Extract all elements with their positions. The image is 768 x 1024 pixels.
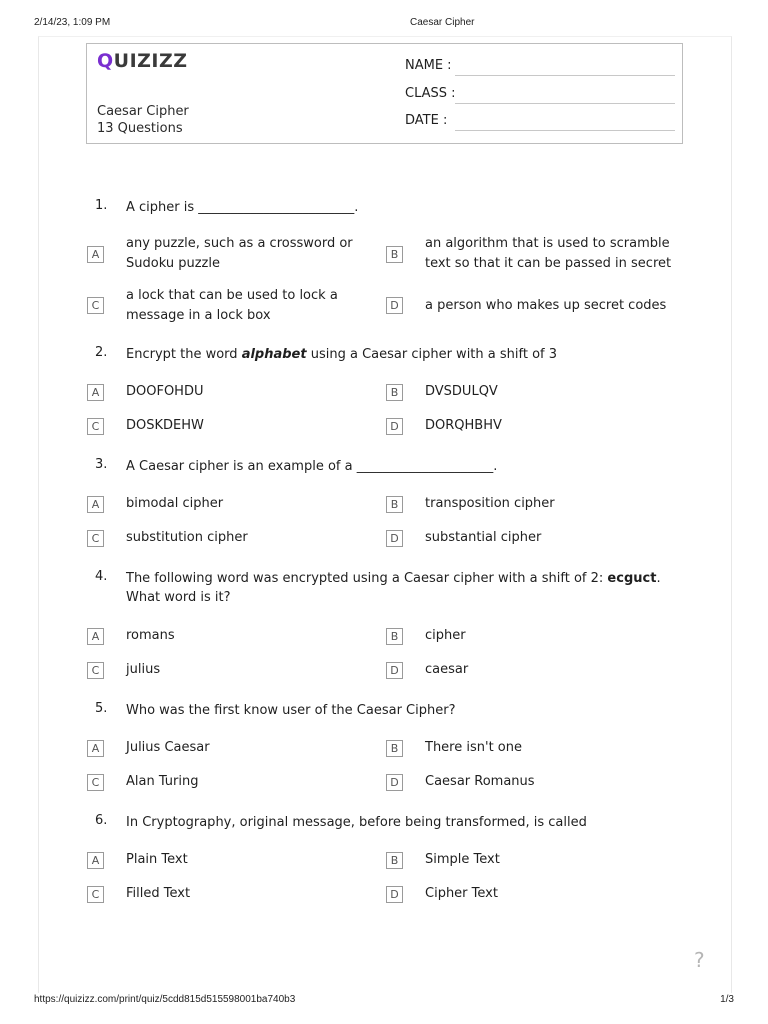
question-text: A cipher is ________________________. — [126, 200, 359, 215]
question-number: 5. — [95, 701, 108, 716]
option-letter: B — [386, 496, 403, 513]
option-text: any puzzle, such as a crossword or Sudoku puzzle — [126, 236, 353, 271]
option-letter: C — [87, 662, 104, 679]
option-text: bimodal cipher — [126, 496, 224, 511]
option-letter: D — [386, 418, 403, 435]
option-text: Filled Text — [126, 886, 191, 901]
question-count: 13 Questions — [97, 121, 183, 136]
question-text: In Cryptography, original message, before being transformed, is called — [126, 815, 587, 830]
option-letter: B — [386, 852, 403, 869]
class-label: CLASS : — [405, 86, 456, 101]
option-letter: C — [87, 530, 104, 547]
question-number: 1. — [95, 198, 108, 213]
option-text: There isn't one — [425, 740, 522, 755]
question-text: Who was the first know user of the Caesar Cipher? — [126, 703, 456, 718]
quizizz-logo: QUIZIZZ — [97, 50, 188, 72]
option-text: cipher — [425, 628, 466, 643]
option-letter: D — [386, 530, 403, 547]
option-letter: D — [386, 662, 403, 679]
option-letter: A — [87, 628, 104, 645]
option-text: substantial cipher — [425, 530, 542, 545]
option-letter: B — [386, 740, 403, 757]
print-url: https://quizizz.com/print/quiz/5cdd815d515598001ba740b3 — [34, 994, 296, 1005]
option-text: julius — [126, 662, 161, 677]
option-letter: D — [386, 774, 403, 791]
option-text: substitution cipher — [126, 530, 248, 545]
option-letter: A — [87, 740, 104, 757]
option-letter: A — [87, 384, 104, 401]
name-line — [455, 75, 675, 76]
question-number: 2. — [95, 345, 108, 360]
option-letter: B — [386, 246, 403, 263]
date-label: DATE : — [405, 113, 448, 128]
option-text: caesar — [425, 662, 469, 677]
date-field — [405, 113, 675, 133]
question-number: 6. — [95, 813, 108, 828]
option-text: DORQHBHV — [425, 418, 502, 433]
option-text: Plain Text — [126, 852, 188, 867]
option-text: DOSKDEHW — [126, 418, 204, 433]
print-date: 2/14/23, 1:09 PM — [34, 17, 111, 28]
option-letter: A — [87, 852, 104, 869]
option-letter: C — [87, 886, 104, 903]
help-icon[interactable]: ? — [694, 948, 705, 972]
name-field — [405, 58, 675, 78]
option-letter: B — [386, 384, 403, 401]
question-text: Encrypt the word alphabet using a Caesar cipher with a shift of 3 — [126, 347, 558, 362]
option-letter: D — [386, 297, 403, 314]
question-number: 4. — [95, 569, 108, 584]
option-letter: A — [87, 246, 104, 263]
option-text: Cipher Text — [425, 886, 498, 901]
option-letter: C — [87, 774, 104, 791]
name-label: NAME : — [405, 58, 452, 73]
option-letter: C — [87, 418, 104, 435]
emphasized-word: alphabet — [241, 347, 307, 362]
worksheet-header — [86, 43, 683, 144]
option-text: Caesar Romanus — [425, 774, 535, 789]
option-text: DOOFOHDU — [126, 384, 204, 399]
option-letter: A — [87, 496, 104, 513]
option-letter: D — [386, 886, 403, 903]
option-text: an algorithm that is used to scramble text so that it can be passed in secret — [425, 236, 672, 271]
question-number: 3. — [95, 457, 108, 472]
option-text: Alan Turing — [126, 774, 199, 789]
print-title: Caesar Cipher — [410, 17, 475, 28]
option-text: transposition cipher — [425, 496, 555, 511]
question-text: The following word was encrypted using a Caesar cipher with a shift of 2: ecguct. What word is it? — [126, 571, 661, 605]
option-letter: C — [87, 297, 104, 314]
date-line — [455, 130, 675, 131]
option-text: Simple Text — [425, 852, 500, 867]
print-page-number: 1/3 — [720, 994, 734, 1005]
option-text: Julius Caesar — [126, 740, 210, 755]
encrypted-word: ecguct — [607, 571, 657, 586]
class-line — [455, 103, 675, 104]
option-text: DVSDULQV — [425, 384, 498, 399]
option-text: romans — [126, 628, 175, 643]
class-field — [405, 86, 675, 106]
quiz-title: Caesar Cipher — [97, 104, 189, 119]
option-text: a person who makes up secret codes — [425, 298, 667, 313]
question-text: A Caesar cipher is an example of a _____________________. — [126, 459, 498, 474]
option-letter: B — [386, 628, 403, 645]
option-text: a lock that can be used to lock a message in a lock box — [126, 288, 338, 323]
